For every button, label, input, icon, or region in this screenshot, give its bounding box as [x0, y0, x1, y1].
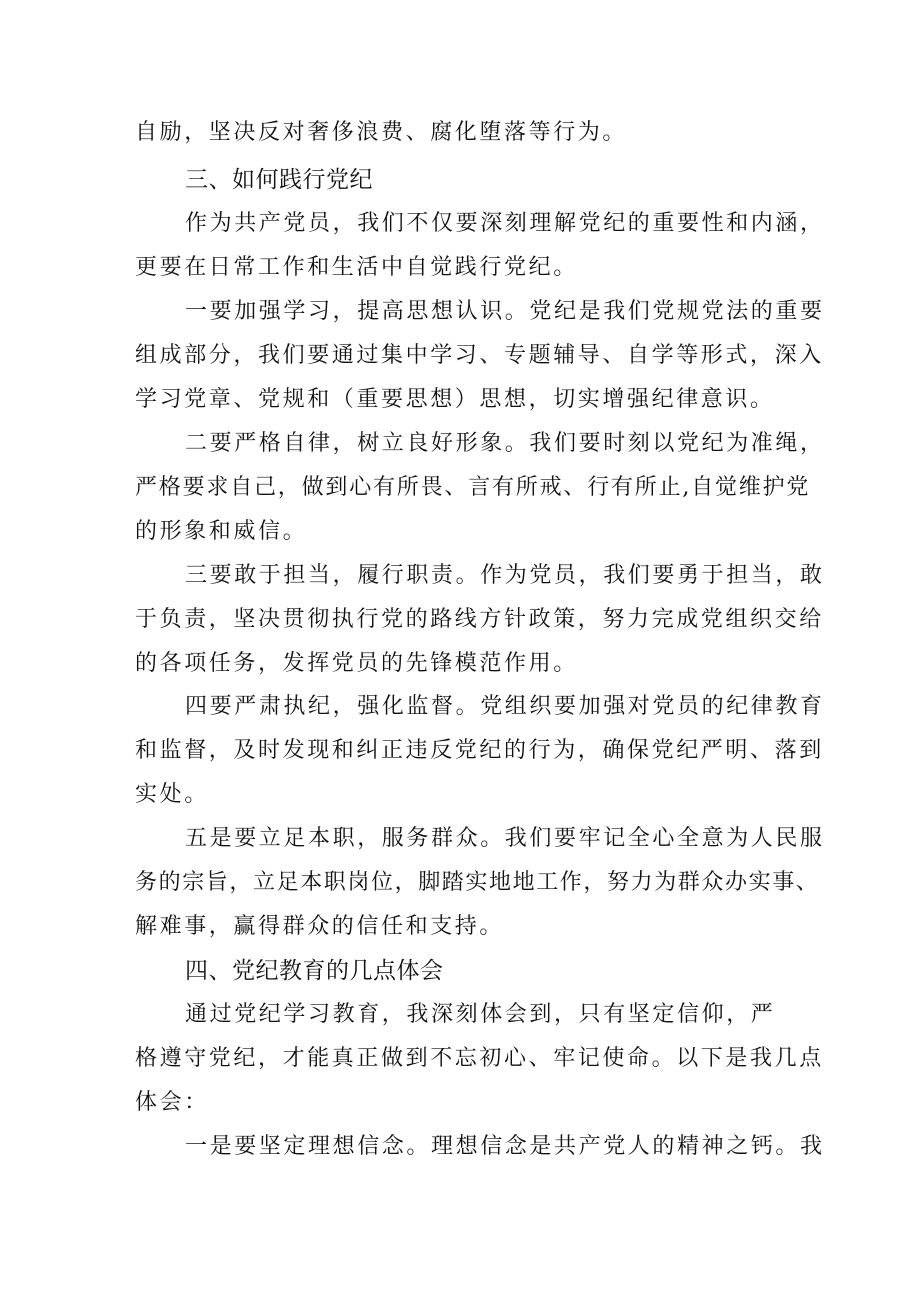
- paragraph-line: 作为共产党员，我们不仅要深刻理解党纪的重要性和内涵，: [185, 211, 825, 236]
- paragraph-line: 解难事，赢得群众的信任和支持。: [135, 914, 505, 939]
- paragraph-line: 通过党纪学习教育，我深刻体会到，只有坚定信仰，严: [185, 1002, 776, 1027]
- paragraph-line: 体会：: [135, 1090, 209, 1115]
- paragraph-line: 务的宗旨，立足本职岗位，脚踏实地地工作，努力为群众办实事、: [135, 870, 820, 895]
- paragraph-line: 组成部分，我们要通过集中学习、专题辅导、自学等形式，深入: [135, 343, 824, 368]
- paragraph-line: 一是要坚定理想信念。理想信念是共产党人的精神之钙。我: [185, 1134, 825, 1159]
- paragraph-line: 二要严格自律，树立良好形象。我们要时刻以党纪为准绳，: [185, 431, 825, 456]
- paragraph-line: 一要加强学习，提高思想认识。党纪是我们党规党法的重要: [185, 299, 825, 324]
- paragraph-line: 实处。: [135, 782, 209, 807]
- paragraph-line: 严格要求自己，做到心有所畏、言有所戒、行有所止,自觉维护党: [135, 475, 811, 500]
- paragraph-line: 的各项任务，发挥党员的先锋模范作用。: [135, 651, 578, 676]
- paragraph-line: 四要严肃执纪，强化监督。党组织要加强对党员的纪律教育: [185, 694, 825, 719]
- paragraph-line: 自励，坚决反对奢侈浪费、腐化堕落等行为。: [135, 120, 628, 145]
- paragraph-line: 格遵守党纪，才能真正做到不忘初心、牢记使命。以下是我几点: [135, 1046, 824, 1071]
- paragraph-line: 和监督，及时发现和纠正违反党纪的行为，确保党纪严明、落到: [135, 738, 824, 763]
- paragraph-line: 更要在日常工作和生活中自觉践行党纪。: [135, 255, 578, 280]
- section-heading-3: 三、如何践行党纪: [185, 167, 373, 193]
- paragraph-line: 五是要立足本职，服务群众。我们要牢记全心全意为人民服: [185, 826, 825, 851]
- paragraph-line: 的形象和威信。: [135, 519, 308, 544]
- paragraph-line: 三要敢于担当，履行职责。作为党员，我们要勇于担当，敢: [185, 563, 825, 588]
- paragraph-line: 于负责，坚决贯彻执行党的路线方针政策，努力完成党组织交给: [135, 607, 824, 632]
- paragraph-line: 学习党章、党规和（重要思想）思想，切实增强纪律意识。: [135, 387, 775, 412]
- section-heading-4: 四、党纪教育的几点体会: [185, 958, 444, 984]
